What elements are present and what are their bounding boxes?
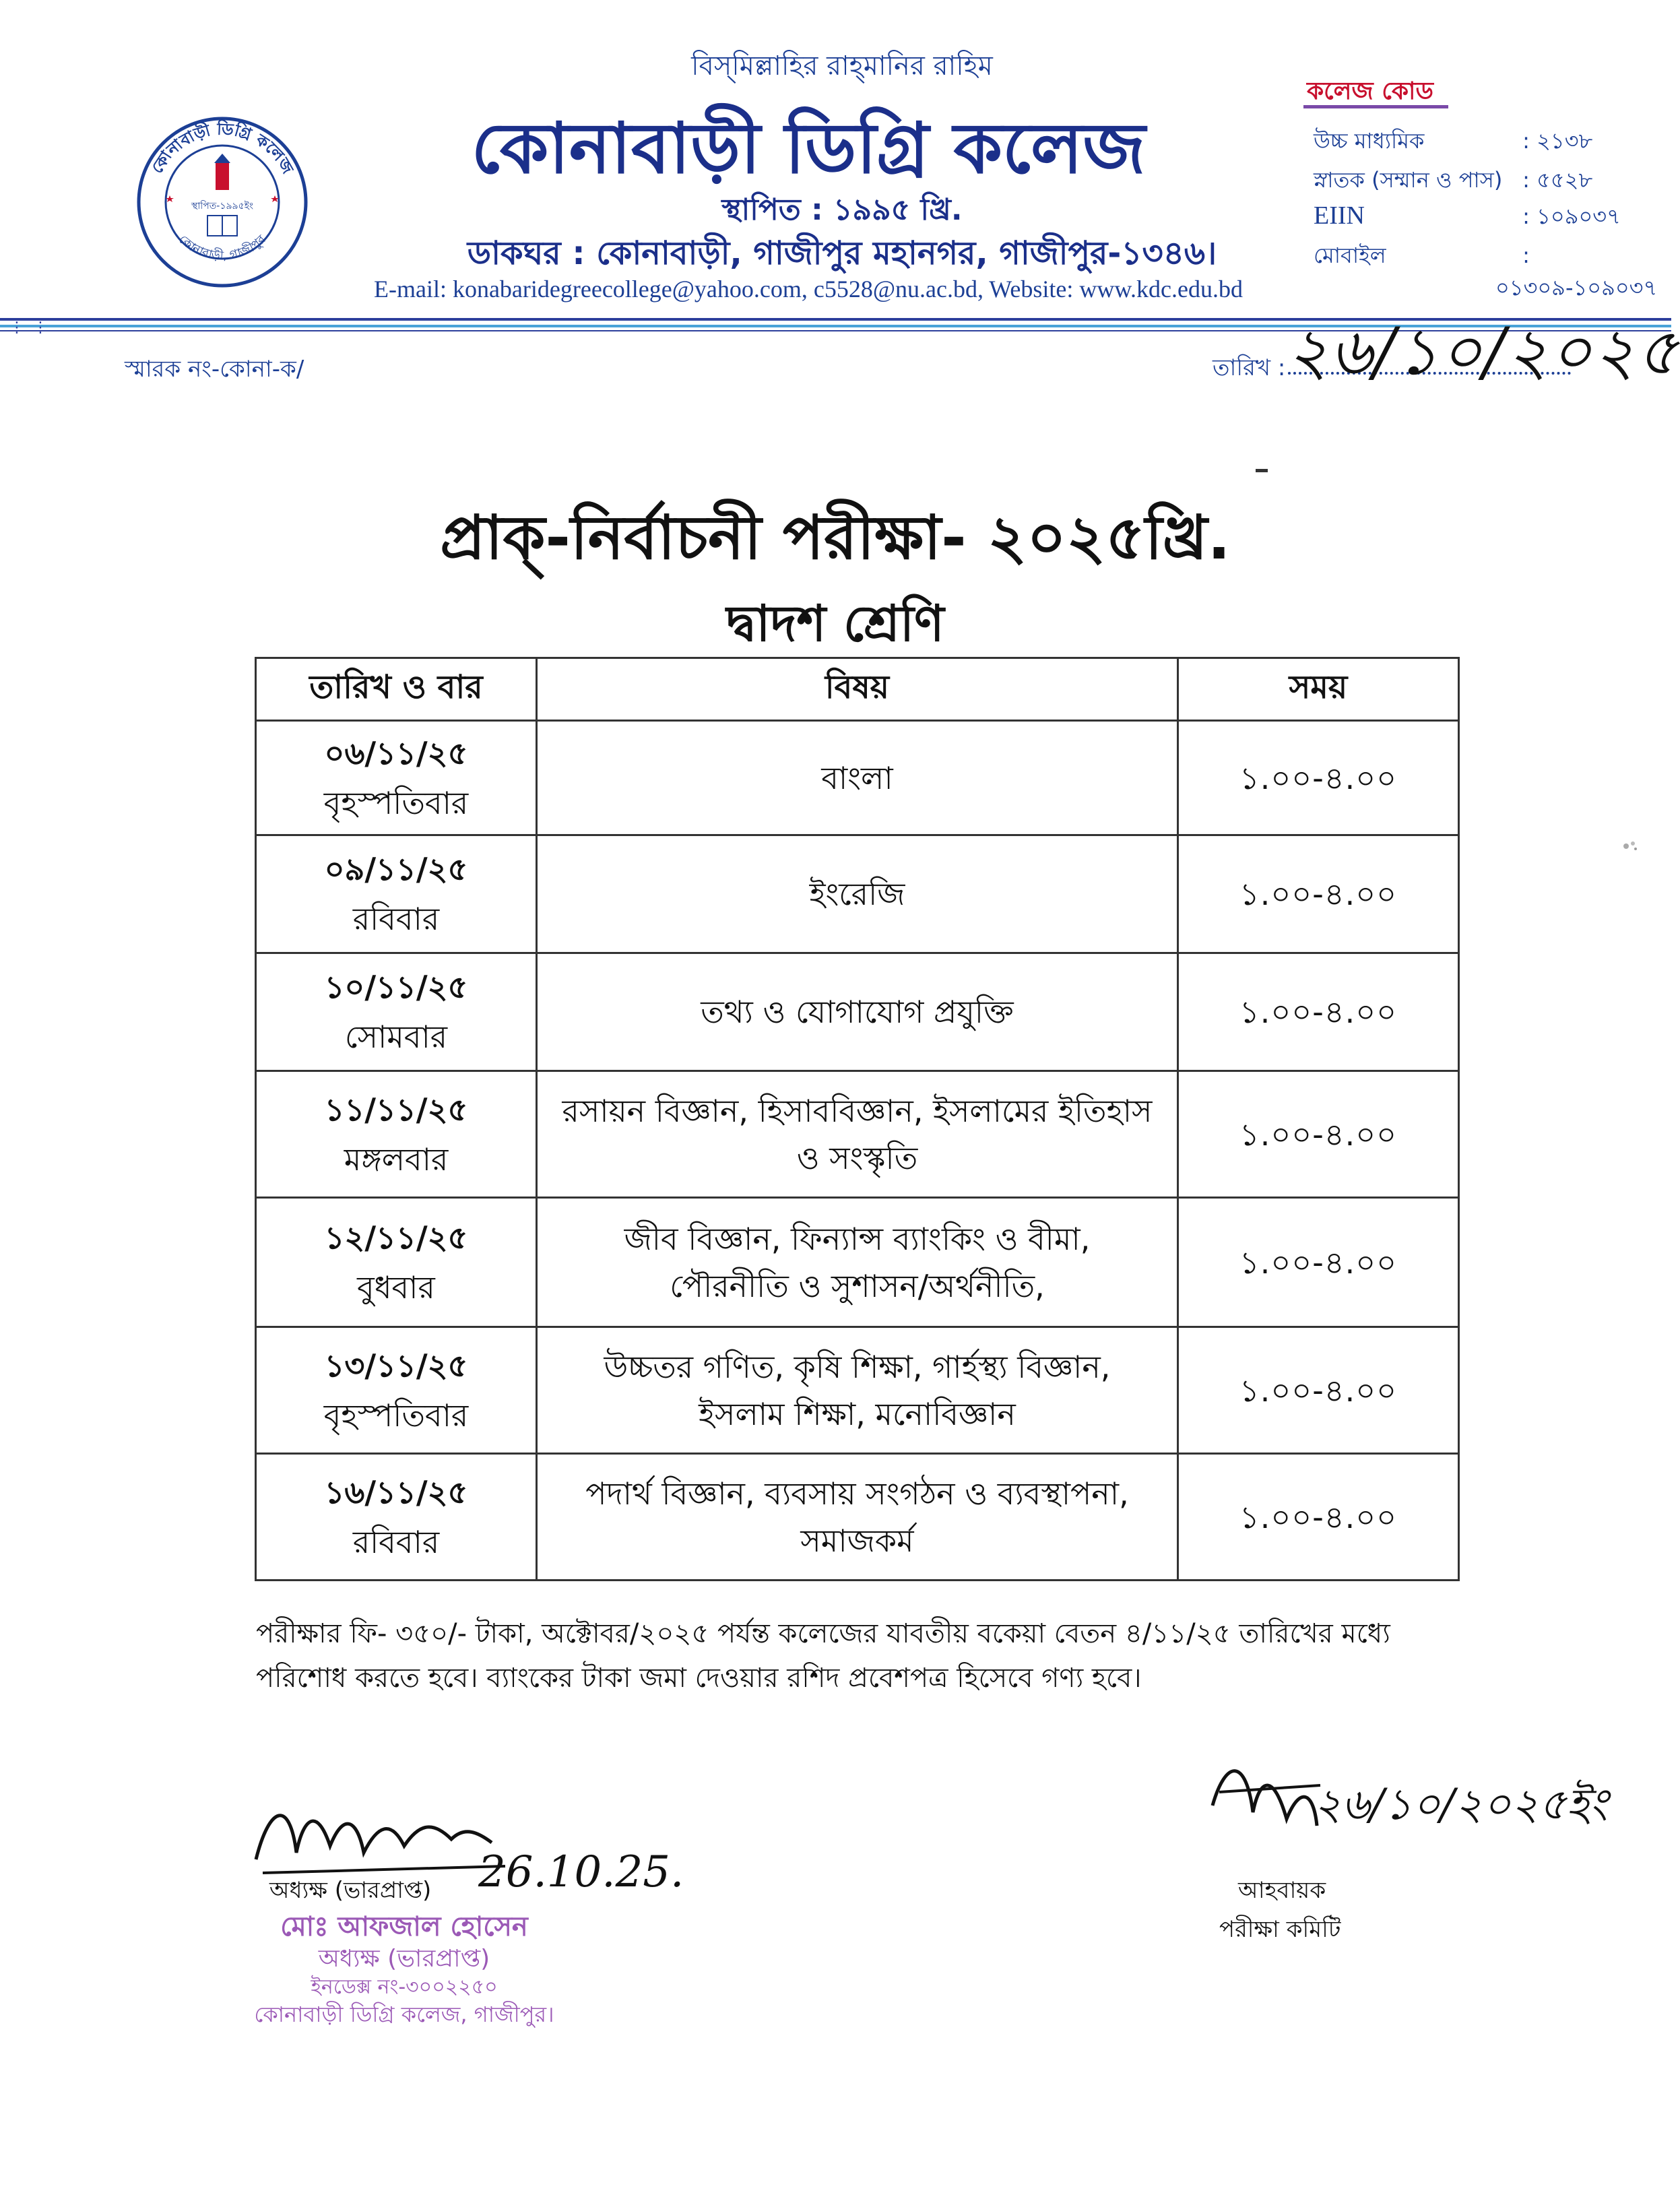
table-row <box>256 835 1459 953</box>
exam-routine-table <box>255 657 1460 1581</box>
subject-cell <box>537 953 1178 1071</box>
established-text: স্থাপিত : ১৯৯৫ খ্রি. <box>721 193 963 227</box>
table-header-row <box>256 658 1459 721</box>
exam-day: বৃহস্পতিবার <box>323 784 469 821</box>
convener-signed-date: ২৬/১০/২০২৫ইং <box>1314 1780 1608 1830</box>
code-row-label: স্নাতক (সম্মান ও পাস) <box>1314 167 1503 193</box>
postal-address: ডাকঘর : কোনাবাড়ী, গাজীপুর মহানগর, গাজীপুর-১৩৪৬। <box>467 234 1217 272</box>
committee-label: পরীক্ষা কমিটি <box>1219 1916 1341 1943</box>
exam-date: ১৩/১১/২৫ <box>324 1347 468 1384</box>
exam-date: ১২/১১/২৫ <box>324 1219 468 1256</box>
subject-cell <box>537 1327 1178 1454</box>
code-row-degree <box>1314 163 1664 199</box>
date-cell <box>256 1454 537 1581</box>
principal-label: অধ্যক্ষ (ভারপ্রাপ্ত) <box>269 1877 432 1904</box>
code-row-value: : ২১৩৮ <box>1522 128 1593 154</box>
code-row-hsc <box>1314 124 1664 160</box>
exam-day: বৃহস্পতিবার <box>323 1397 469 1434</box>
date-label: তারিখ : <box>1213 354 1286 381</box>
mobile-number: ০১৩০৯-১০৯০৩৭ <box>1495 275 1658 300</box>
table-row <box>256 1327 1459 1454</box>
subject-cell <box>537 1454 1178 1581</box>
exam-day: বুধবার <box>357 1269 435 1306</box>
date-cell <box>256 721 537 835</box>
stamp-college: কোনাবাড়ী ডিগ্রি কলেজ, গাজীপুর। <box>254 2002 554 2027</box>
table-row <box>256 953 1459 1071</box>
stamp-name: মোঃ আফজাল হোসেন <box>280 1911 528 1942</box>
stray-mark <box>1256 469 1268 472</box>
code-row-value: : ১০৯০৩৭ <box>1522 203 1621 229</box>
exam-subject: বাংলা <box>821 759 893 796</box>
exam-date: ১৬/১১/২৫ <box>324 1473 468 1510</box>
code-row-value: : ৫৫২৮ <box>1522 167 1593 193</box>
time-cell: ১.০০-৪.০০ <box>1178 721 1459 835</box>
column-header-date: তারিখ ও বার <box>256 658 537 721</box>
fee-notice: পরীক্ষার ফি- ৩৫০/- টাকা, অক্টোবর/২০২৫ পর্যন্ত কলেজের যাবতীয় বকেয়া বেতন ৪/১১/২৫ তারিখের মধ্যে পরিশোধ করতে হবে। ব্যাংকের টাকা জমা দেওয়ার রশিদ প্রবেশপত্র হিসেবে গণ্য হবে। <box>256 1618 1390 1694</box>
logo-ring-text: কোনাবাড়ী ডিগ্রি কলেজ <box>147 119 298 177</box>
exam-subject: জীব বিজ্ঞান, ফিন্যান্স ব্যাংকিং ও বীমা, পৌরনীতি ও সুশাসন/অর্থনীতি, <box>624 1220 1091 1304</box>
code-row-label: মোবাইল <box>1314 243 1386 268</box>
exam-class: দ্বাদশ শ্রেণি <box>726 595 944 653</box>
subject-cell <box>537 1198 1178 1327</box>
contact-line: E-mail: konabaridegreecollege@yahoo.com, c5528@nu.ac.bd, Website: www.kdc.edu.bd <box>373 276 1243 302</box>
subject-cell <box>537 835 1178 953</box>
date-cell <box>256 1071 537 1198</box>
table-row <box>256 721 1459 835</box>
convener-signature <box>1199 1745 1671 1866</box>
exam-date: ১০/১১/২৫ <box>324 969 468 1005</box>
college-logo <box>135 115 310 290</box>
table-row <box>256 1454 1459 1581</box>
code-row-eiin <box>1314 199 1664 236</box>
table-row <box>256 1071 1459 1198</box>
exam-date: ০৯/১১/২৫ <box>324 851 468 887</box>
code-row-mobile <box>1314 238 1664 275</box>
code-row-value: : <box>1522 243 1530 268</box>
time-cell: ১.০০-৪.০০ <box>1178 1198 1459 1327</box>
bismillah-text: বিস্‌মিল্লাহির রাহ্‌মানির রাহিম <box>691 51 993 82</box>
memo-number: স্মারক নং-কোনা-ক/ <box>125 356 304 383</box>
header-rule-dots: ⋮ ⋮ <box>9 319 50 336</box>
scan-smudge <box>1617 835 1644 856</box>
college-code-underline <box>1303 105 1448 108</box>
date-cell <box>256 953 537 1071</box>
exam-title: প্রাক্-নির্বাচনী পরীক্ষা- ২০২৫খ্রি. <box>440 503 1231 573</box>
exam-subject: ইংরেজি <box>809 876 905 912</box>
code-row-label: EIIN <box>1314 201 1365 230</box>
logo-center-text: স্থাপিত-১৯৯৫ইং <box>191 201 254 212</box>
stamp-index: ইনডেক্স নং-৩০০২২৫০ <box>311 1975 498 1999</box>
exam-subject: পদার্থ বিজ্ঞান, ব্যবসায় সংগঠন ও ব্যবস্থাপনা, সমাজকর্ম <box>585 1475 1129 1559</box>
time-cell: ১.০০-৪.০০ <box>1178 1454 1459 1581</box>
subject-cell <box>537 1071 1178 1198</box>
date-cell <box>256 1198 537 1327</box>
convener-label: আহবায়ক <box>1238 1877 1326 1904</box>
time-cell: ১.০০-৪.০০ <box>1178 835 1459 953</box>
exam-day: মঙ্গলবার <box>344 1141 449 1178</box>
principal-signed-date: 26.10.25. <box>478 1847 684 1897</box>
exam-date: ০৬/১১/২৫ <box>324 734 468 771</box>
table-row <box>256 1198 1459 1327</box>
exam-subject: রসায়ন বিজ্ঞান, হিসাববিজ্ঞান, ইসলামের ইতিহাস ও সংস্কৃতি <box>562 1092 1153 1176</box>
subject-cell <box>537 721 1178 835</box>
college-name: কোনাবাড়ী ডিগ্রি কলেজ <box>471 107 1146 189</box>
exam-subject: উচ্চতর গণিত, কৃষি শিক্ষা, গার্হস্থ্য বিজ্ঞান, ইসলাম শিক্ষা, মনোবিজ্ঞান <box>604 1348 1111 1432</box>
college-code-title: কলেজ কোড <box>1307 77 1433 105</box>
stamp-title: অধ্যক্ষ (ভারপ্রাপ্ত) <box>318 1945 490 1973</box>
column-header-time: সময় <box>1178 658 1459 721</box>
code-row-label: উচ্চ মাধ্যমিক <box>1314 128 1425 154</box>
exam-day: রবিবার <box>352 1523 440 1560</box>
exam-date: ১১/১১/২৫ <box>324 1091 468 1128</box>
time-cell: ১.০০-৪.০০ <box>1178 1071 1459 1198</box>
logo-bottom-text: কোনাবাড়ী, গাজীপুর <box>176 232 269 263</box>
exam-day: রবিবার <box>352 901 440 937</box>
time-cell: ১.০০-৪.০০ <box>1178 1327 1459 1454</box>
date-cell <box>256 1327 537 1454</box>
exam-day: সোমবার <box>344 1019 448 1055</box>
column-header-subject: বিষয় <box>537 658 1178 721</box>
handwritten-date: ২৬/১০/২০২৫ <box>1287 314 1680 389</box>
date-cell <box>256 835 537 953</box>
svg-text:কোনাবাড়ী, গাজীপুর <box>176 232 269 263</box>
exam-subject: তথ্য ও যোগাযোগ প্রযুক্তি <box>701 994 1014 1030</box>
time-cell: ১.০০-৪.০০ <box>1178 953 1459 1071</box>
